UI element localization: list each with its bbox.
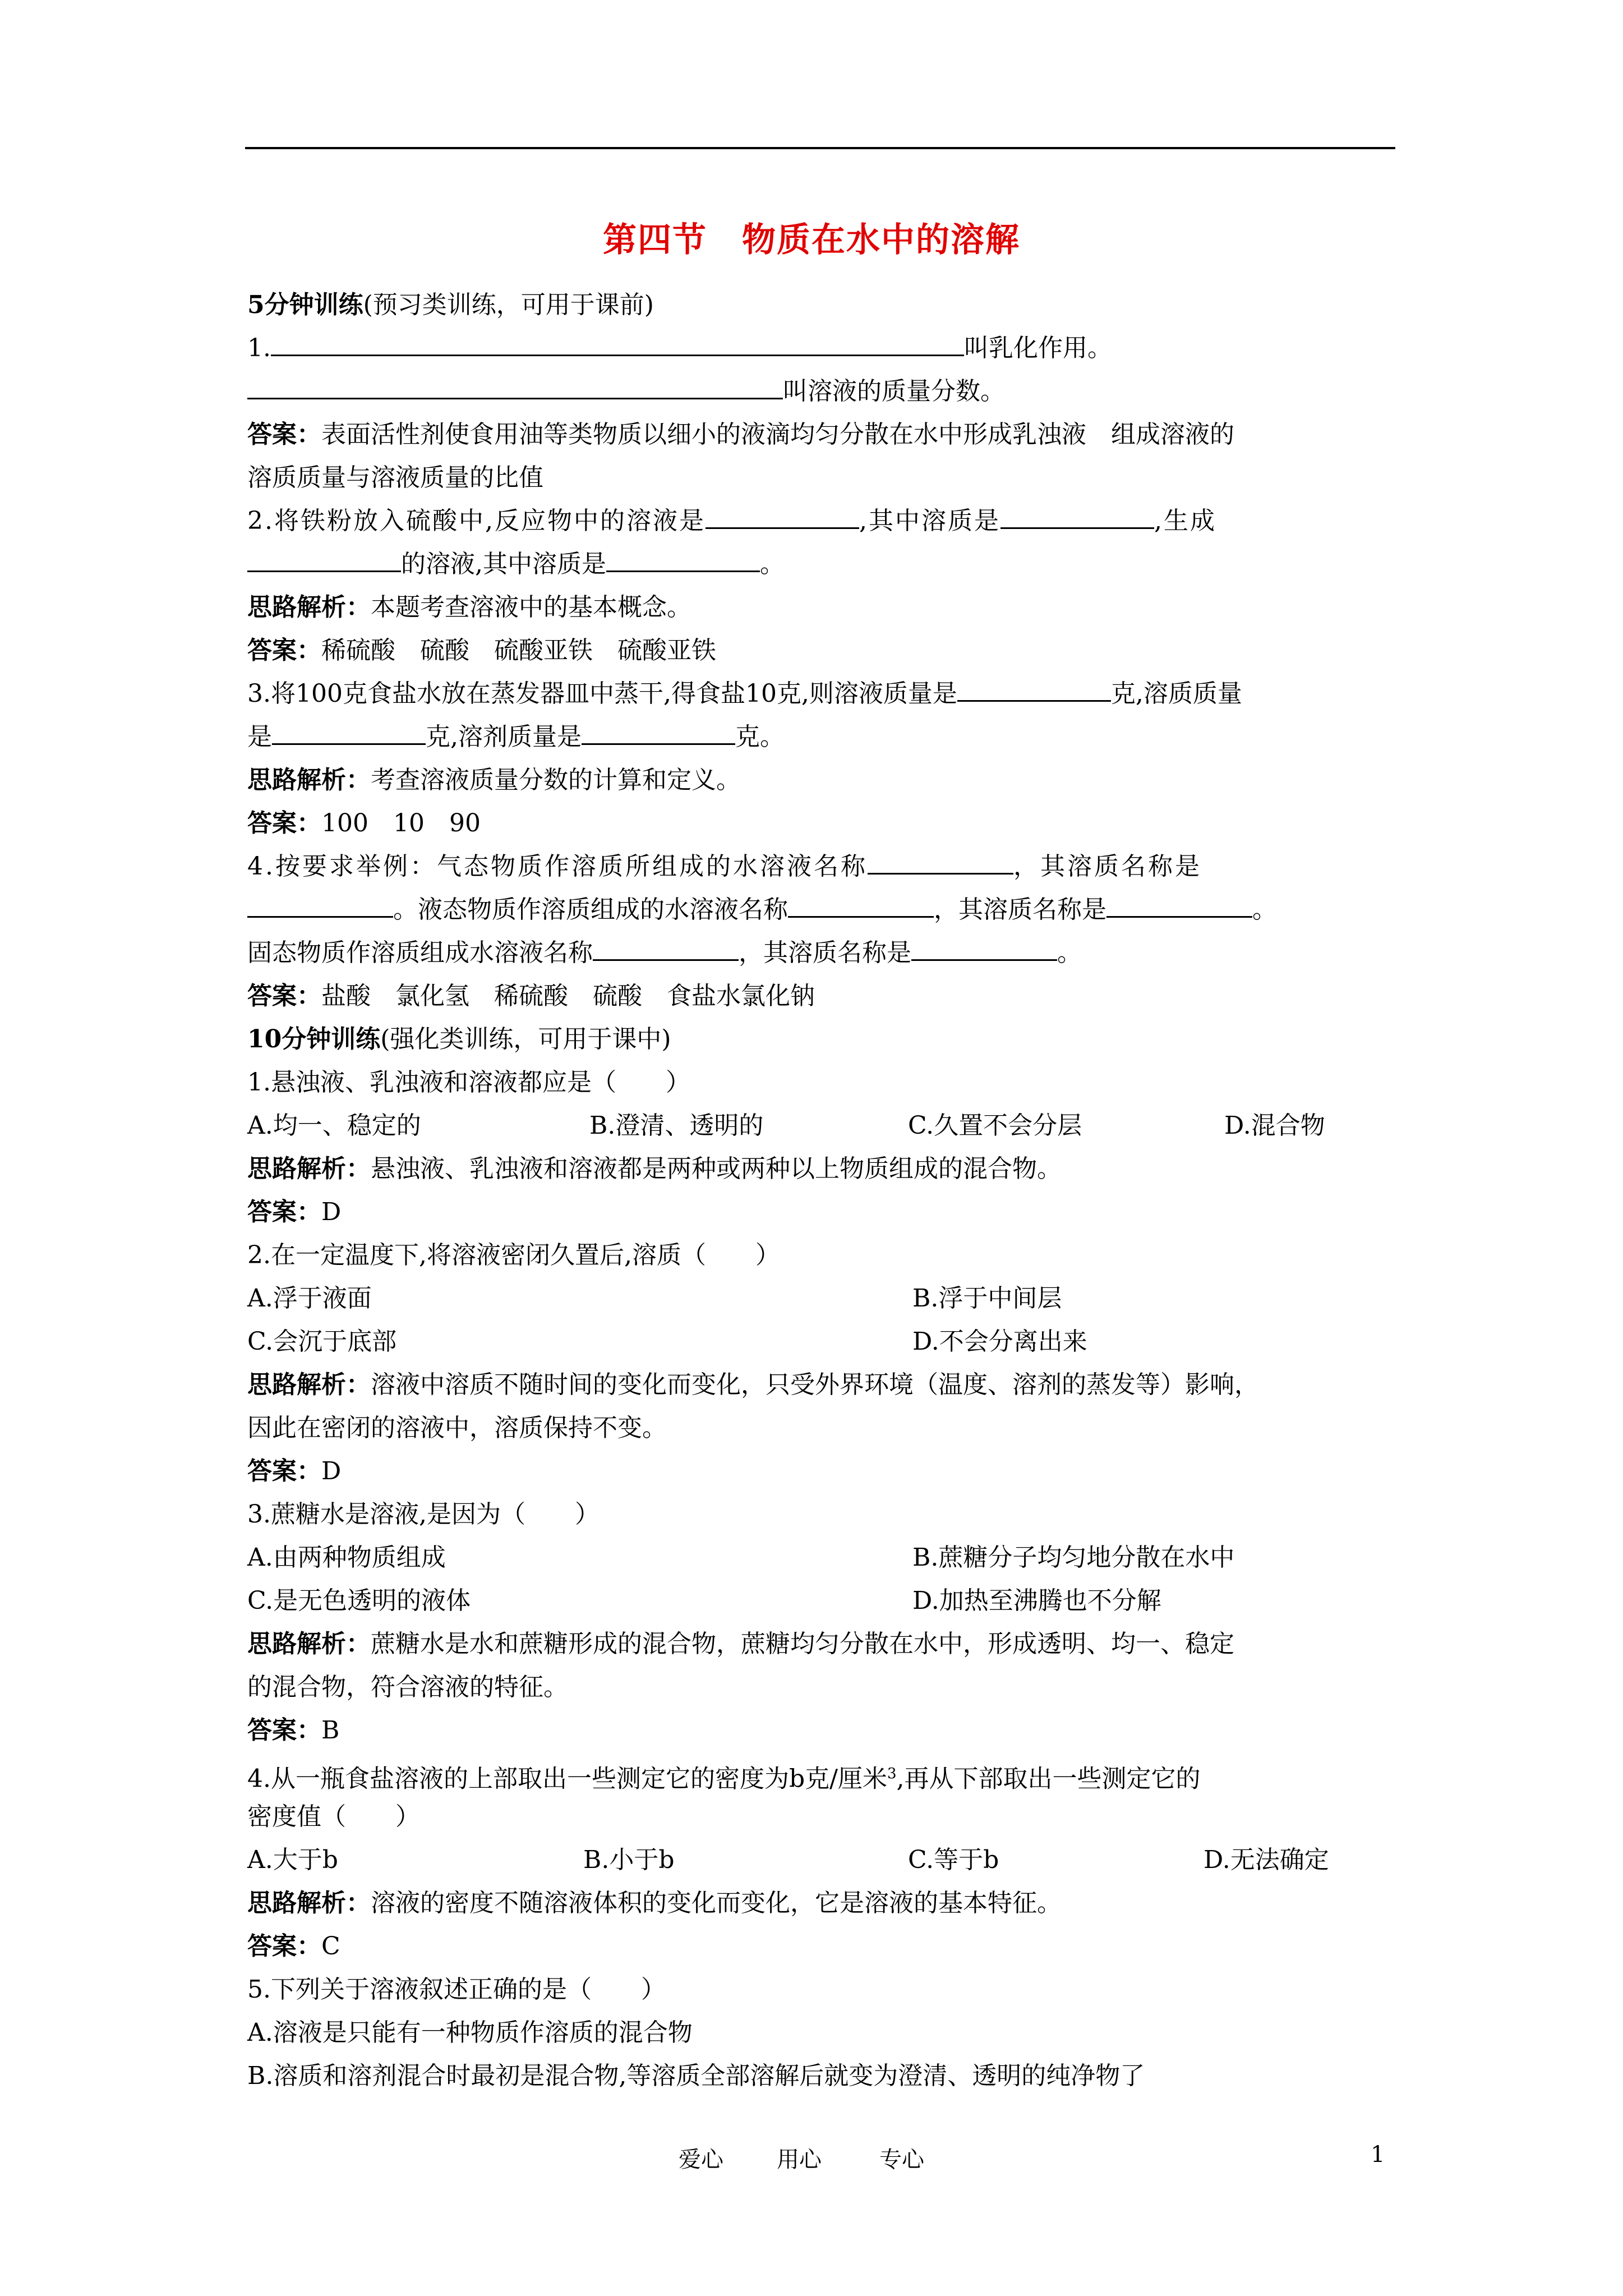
question-text: ，其溶质名称是 (934, 895, 1106, 924)
footer-right: 专心 (879, 2147, 924, 2173)
question-text: 。液态物质作溶质组成的水溶液名称 (393, 895, 788, 924)
option-b: B.小于b (583, 1846, 675, 1874)
question-2-line-2 (247, 548, 785, 581)
question-text: 叫溶液的质量分数。 (783, 377, 1005, 406)
answer-blank (1000, 505, 1154, 529)
question-text: 克。 (735, 723, 785, 751)
answer-2 (247, 634, 716, 667)
mc-answer-4 (247, 1930, 340, 1963)
question-3-line-2 (247, 721, 785, 753)
option-d: D.无法确定 (1204, 1846, 1329, 1874)
analysis-text: 蔗糖水是水和蔗糖形成的混合物，蔗糖均匀分散在水中，形成透明、均一、稳定 (371, 1630, 1234, 1658)
option-b: B.澄清、透明的 (589, 1111, 764, 1140)
mc-question-1: 1.悬浊液、乳浊液和溶液都应是（ ） (247, 1068, 690, 1097)
question-4-line-3 (247, 937, 1082, 969)
analysis-label: 思路解析： (247, 1889, 371, 1917)
question-text: 是 (247, 723, 272, 751)
question-text: 叫乳化作用。 (963, 334, 1112, 362)
mc-analysis-3 (247, 1628, 1234, 1660)
mc-question-2: 2.在一定温度下,将溶液密闭久置后,溶质（ ） (247, 1241, 780, 1269)
option-d: D.加热至沸腾也不分解 (912, 1586, 1161, 1615)
option-c: C.久置不会分层 (908, 1111, 1082, 1140)
analysis-text: 本题考查溶液中的基本概念。 (371, 593, 691, 622)
question-2 (247, 505, 1216, 537)
mc-question-3: 3.蔗糖水是溶液,是因为（ ） (247, 1500, 600, 1529)
answer-label: 答案： (247, 636, 321, 665)
answer-text: 100 10 90 (321, 809, 481, 838)
section-heading-note: (强化类训练，可用于课中) (380, 1025, 671, 1053)
mc-question-4-line-2: 密度值（ ） (247, 1802, 420, 1831)
section-heading-label: 10分钟训练 (247, 1025, 381, 1053)
mc-question-5: 5.下列关于溶液叙述正确的是（ ） (247, 1975, 666, 2004)
question-1-line-2 (247, 375, 1005, 408)
question-1 (247, 332, 1112, 365)
page-title: 第四节 物质在水中的溶解 (603, 220, 1020, 260)
answer-blank (706, 505, 859, 529)
mc-option-5a: A.溶液是只能有一种物质作溶质的混合物 (247, 2018, 693, 2047)
answer-text: 盐酸 氯化氢 稀硫酸 硫酸 食盐水氯化钠 (321, 982, 815, 1010)
analysis-text: 考查溶液质量分数的计算和定义。 (371, 766, 741, 794)
option-a: A.由两种物质组成 (247, 1543, 446, 1572)
question-3 (247, 678, 1242, 710)
answer-blank (247, 548, 401, 572)
answer-label: 答案： (247, 982, 321, 1010)
answer-text: 稀硫酸 硫酸 硫酸亚铁 硫酸亚铁 (321, 636, 716, 665)
analysis-text: 溶液的密度不随溶液体积的变化而变化，它是溶液的基本特征。 (371, 1889, 1062, 1917)
answer-1-line-2: 溶质质量与溶液质量的比值 (247, 463, 543, 492)
answer-label: 答案： (247, 1932, 321, 1961)
answer-label: 答案： (247, 1198, 321, 1226)
section-heading-10min (247, 1023, 671, 1056)
question-text: 。 (1057, 938, 1082, 967)
question-text: ，其溶质名称是 (739, 938, 911, 967)
option-c: C.等于b (908, 1846, 999, 1874)
question-text: 。 (760, 550, 785, 578)
option-d: D.混合物 (1224, 1111, 1325, 1140)
answer-label: 答案： (247, 1716, 321, 1745)
question-text: 的溶液,其中溶质是 (401, 550, 606, 578)
option-c: C.会沉于底部 (247, 1327, 397, 1356)
answer-1 (247, 418, 1234, 451)
option-a: A.浮于液面 (247, 1284, 372, 1313)
answer-blank (606, 548, 760, 572)
analysis-label: 思路解析： (247, 766, 371, 794)
mc-question-4 (247, 1757, 1201, 1796)
answer-label: 答案： (247, 1457, 321, 1485)
page-number: 1 (1371, 2142, 1385, 2168)
option-c: C.是无色透明的液体 (247, 1586, 471, 1615)
analysis-label: 思路解析： (247, 1370, 371, 1399)
question-text: 4.从一瓶食盐溶液的上部取出一些测定它的密度为b克/厘米 (247, 1764, 887, 1793)
footer-left: 爱心 (679, 2147, 723, 2173)
answer-blank (788, 894, 934, 918)
answer-label: 答案： (247, 420, 321, 449)
answer-text: D (321, 1198, 342, 1226)
mc-analysis-2-line-2: 因此在密闭的溶液中，溶质保持不变。 (247, 1414, 667, 1442)
question-text: 2.将铁粉放入硫酸中,反应物中的溶液是 (247, 507, 706, 535)
question-4-line-2 (247, 894, 1277, 926)
mc-analysis-1 (247, 1153, 1062, 1185)
mc-analysis-3-line-2: 的混合物，符合溶液的特征。 (247, 1673, 568, 1701)
option-a: A.大于b (247, 1846, 338, 1874)
analysis-text: 溶液中溶质不随时间的变化而变化，只受外界环境（温度、溶剂的蒸发等）影响， (371, 1370, 1259, 1399)
section-heading-note: (预习类训练，可用于课前) (363, 291, 654, 319)
answer-4 (247, 980, 815, 1013)
mc-answer-3 (247, 1714, 339, 1747)
question-text: ,其中溶质是 (859, 507, 1000, 535)
section-heading-label: 5分钟训练 (247, 291, 363, 319)
answer-blank (271, 332, 964, 356)
answer-blank (272, 721, 426, 745)
analysis-2 (247, 591, 691, 624)
footer-mid: 用心 (777, 2147, 822, 2173)
mc-answer-1 (247, 1196, 341, 1228)
question-text: ,再从下部取出一些测定它的 (896, 1764, 1201, 1793)
answer-text: C (321, 1932, 340, 1961)
answer-text: D (321, 1457, 342, 1485)
answer-blank (911, 937, 1057, 961)
question-text: 克,溶剂质量是 (426, 723, 582, 751)
mc-analysis-4 (247, 1887, 1062, 1920)
question-text: ,生成 (1154, 507, 1216, 535)
question-text: 。 (1252, 895, 1277, 924)
question-text: 固态物质作溶质组成水溶液名称 (247, 938, 593, 967)
answer-text: B (321, 1716, 340, 1745)
analysis-label: 思路解析： (247, 1630, 371, 1658)
superscript: 3 (887, 1765, 897, 1782)
answer-label: 答案： (247, 809, 321, 838)
analysis-label: 思路解析： (247, 1154, 371, 1183)
answer-blank (1106, 894, 1252, 918)
answer-blank (957, 678, 1111, 702)
section-heading-5min (247, 289, 654, 321)
option-b: B.浮于中间层 (912, 1284, 1062, 1313)
header-rule (245, 147, 1395, 149)
answer-blank (582, 721, 735, 745)
answer-blank (247, 375, 783, 399)
answer-3 (247, 807, 481, 840)
answer-blank (247, 894, 393, 918)
question-text: 1. (247, 334, 271, 362)
option-d: D.不会分离出来 (912, 1327, 1087, 1356)
answer-text: 表面活性剂使食用油等类物质以细小的液滴均匀分散在水中形成乳浊液 组成溶液的 (321, 420, 1234, 449)
question-text: 4.按要求举例：气态物质作溶质所组成的水溶液名称 (247, 852, 868, 881)
question-text: 3.将100克食盐水放在蒸发器皿中蒸干,得食盐10克,则溶液质量是 (247, 679, 957, 708)
answer-blank (593, 937, 739, 961)
mc-analysis-2 (247, 1369, 1259, 1401)
analysis-text: 悬浊液、乳浊液和溶液都是两种或两种以上物质组成的混合物。 (371, 1154, 1062, 1183)
answer-blank (868, 850, 1013, 875)
mc-answer-2 (247, 1455, 341, 1488)
option-a: A.均一、稳定的 (247, 1111, 421, 1140)
option-b: B.蔗糖分子均匀地分散在水中 (912, 1543, 1235, 1572)
mc-option-5b: B.溶质和溶剂混合时最初是混合物,等溶质全部溶解后就变为澄清、透明的纯净物了 (247, 2062, 1145, 2090)
question-text: 克,溶质质量 (1110, 679, 1242, 708)
question-4 (247, 850, 1202, 883)
analysis-label: 思路解析： (247, 593, 371, 622)
analysis-3 (247, 764, 741, 797)
question-text: ，其溶质名称是 (1013, 852, 1202, 881)
